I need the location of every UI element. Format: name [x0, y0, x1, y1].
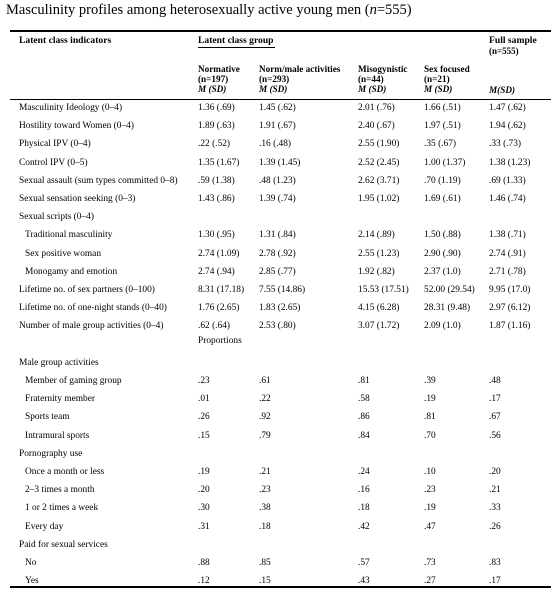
cell-value: 2.74 (.91)	[489, 248, 526, 259]
full-sample-stat: M(SD)	[489, 85, 516, 95]
cell-value: 1.47 (.62)	[489, 103, 526, 113]
cell-value: 7.55 (14.86)	[259, 285, 306, 295]
table-row	[0, 158, 559, 176]
title-text: Masculinity profiles among heterosexually active young men (	[6, 2, 370, 18]
cell-value: .81	[358, 376, 370, 386]
table-row	[0, 431, 559, 449]
table-row	[0, 503, 559, 521]
cell-value: .69 (1.33)	[489, 175, 526, 186]
row-label: Once a month or less	[25, 467, 105, 477]
cell-value: .43	[358, 576, 370, 587]
cell-value: 2.90 (.90)	[424, 248, 461, 259]
table-title	[6, 2, 412, 19]
cell-value: 2.55 (1.90)	[358, 139, 400, 150]
cell-value: 1.87 (1.16)	[489, 321, 531, 332]
table-row	[0, 212, 559, 230]
row-label: Every day	[25, 521, 64, 532]
cell-value: 2.14 (.89)	[358, 230, 395, 241]
cell-value: 9.95 (17.0)	[489, 285, 531, 295]
cell-value: 1.97 (.51)	[424, 121, 461, 132]
cell-value: 1.36 (.69)	[198, 103, 235, 113]
cell-value: .88	[198, 558, 210, 568]
row-label: Traditional masculinity	[25, 230, 113, 241]
group-header-misogynistic: Misogynistic (n=44) M (SD)	[358, 64, 408, 94]
cell-value: .15	[259, 576, 271, 587]
cell-value: .70 (1.19)	[424, 175, 461, 186]
header-indicators: Latent class indicators	[19, 35, 112, 46]
cell-value: 2.62 (3.71)	[358, 175, 400, 186]
row-label: 1 or 2 times a week	[25, 503, 99, 514]
cell-value: 1.95 (1.02)	[358, 194, 400, 204]
row-label: Male group activities	[19, 357, 99, 368]
table-row	[0, 194, 559, 212]
cell-value: .21	[489, 485, 501, 496]
cell-value: .19	[424, 394, 436, 405]
cell-value: .48	[489, 376, 501, 386]
cell-value: 1.91 (.67)	[259, 121, 296, 132]
cell-value: .20	[489, 467, 501, 477]
cell-value: 1.69 (.61)	[424, 194, 461, 204]
header-latent-class-group: Latent class group	[198, 35, 274, 46]
cell-value: .01	[198, 394, 210, 405]
row-label: Fraternity member	[25, 394, 96, 405]
table-row	[0, 103, 559, 121]
cell-value: 1.31 (.84)	[259, 230, 296, 241]
row-label: Yes	[25, 576, 39, 587]
cell-value: 1.30 (.95)	[198, 230, 235, 241]
proportions-note: Proportions	[198, 336, 242, 346]
cell-value: .18	[259, 521, 271, 532]
header-full-sample-n: (n=555)	[489, 46, 519, 56]
cell-value: 1.94 (.62)	[489, 121, 526, 132]
cell-value: .84	[358, 430, 370, 441]
table-row	[0, 249, 559, 267]
table-row	[0, 376, 559, 394]
cell-value: .10	[424, 467, 436, 477]
cell-value: 52.00 (29.54)	[424, 285, 475, 295]
cell-value: .33 (.73)	[489, 139, 522, 150]
table-row	[0, 558, 559, 576]
table-row	[0, 139, 559, 157]
cell-value: .81	[424, 412, 436, 423]
cell-value: 2.97 (6.12)	[489, 303, 531, 314]
cell-value: 2.37 (1.0)	[424, 266, 461, 277]
table-row	[0, 267, 559, 285]
row-label: Lifetime no. of sex partners (0–100)	[19, 285, 155, 295]
row-label: Sports team	[25, 412, 70, 423]
cell-value: .22 (.52)	[198, 139, 231, 150]
table-row	[0, 321, 559, 339]
table-row	[0, 176, 559, 194]
row-label: Sex positive woman	[25, 248, 102, 259]
cell-value: 1.39 (.74)	[259, 194, 296, 204]
table-row	[0, 485, 559, 503]
header-full-sample: Full sample	[489, 35, 537, 46]
cell-value: 4.15 (6.28)	[358, 303, 400, 314]
cell-value: 1.43 (.86)	[198, 194, 235, 204]
cell-value: .35 (.67)	[424, 139, 457, 150]
cell-value: .57	[358, 558, 370, 568]
cell-value: .59 (1.38)	[198, 175, 235, 186]
row-label: Physical IPV (0–4)	[19, 139, 91, 150]
cell-value: 1.38 (.71)	[489, 230, 526, 241]
cell-value: 28.31 (9.48)	[424, 303, 471, 314]
cell-value: .19	[424, 503, 436, 514]
cell-value: 1.83 (2.65)	[259, 303, 301, 314]
row-label: Control IPV (0–5)	[19, 157, 88, 168]
cell-value: 1.00 (1.37)	[424, 157, 466, 168]
cell-value: 2.55 (1.23)	[358, 248, 400, 259]
cell-value: 1.76 (2.65)	[198, 303, 240, 314]
cell-value: .61	[259, 376, 271, 386]
cell-value: 2.74 (.94)	[198, 266, 235, 277]
cell-value: .17	[489, 394, 501, 405]
table-row	[0, 230, 559, 248]
cell-value: .92	[259, 412, 271, 423]
row-label: Pornography use	[19, 448, 83, 459]
cell-value: .17	[489, 576, 501, 587]
cell-value: .18	[358, 503, 370, 514]
row-label: Sexual sensation seeking (0–3)	[19, 194, 136, 204]
cell-value: 1.39 (1.45)	[259, 157, 301, 168]
cell-value: .79	[259, 430, 271, 441]
cell-value: .48 (1.23)	[259, 175, 296, 186]
cell-value: 15.53 (17.51)	[358, 285, 409, 295]
cell-value: .70	[424, 430, 436, 441]
cell-value: .23	[259, 485, 271, 496]
cell-value: 1.50 (.88)	[424, 230, 461, 241]
cell-value: 2.78 (.92)	[259, 248, 296, 259]
cell-value: .39	[424, 376, 436, 386]
cell-value: 2.71 (.78)	[489, 266, 526, 277]
cell-value: .30	[198, 503, 210, 514]
row-label: Paid for sexual services	[19, 539, 108, 550]
table-row	[0, 394, 559, 412]
group-header-sex-focused: Sex focused (n=21) M (SD)	[424, 64, 470, 94]
cell-value: .86	[358, 412, 370, 423]
table-row	[0, 340, 559, 358]
group-underline	[198, 47, 275, 48]
cell-value: .26	[198, 412, 210, 423]
cell-value: .85	[259, 558, 271, 568]
cell-value: 8.31 (17.18)	[198, 285, 245, 295]
cell-value: 1.46 (.74)	[489, 194, 526, 204]
table-row	[0, 522, 559, 540]
cell-value: .23	[198, 376, 210, 386]
cell-value: 1.45 (.62)	[259, 103, 296, 113]
group-header-normative: Normative (n=197) M (SD)	[198, 64, 240, 94]
header-rule	[10, 99, 551, 100]
row-label: No	[25, 558, 37, 568]
cell-value: 1.38 (1.23)	[489, 157, 531, 168]
title-suffix: =555)	[376, 2, 412, 18]
cell-value: .38	[259, 503, 271, 514]
row-label: Sexual assault (sum types committed 0–8)	[19, 175, 178, 186]
cell-value: .21	[259, 467, 271, 477]
row-label: Sexual scripts (0–4)	[19, 212, 94, 223]
table-row	[0, 121, 559, 139]
table-row	[0, 412, 559, 430]
top-rule	[10, 30, 551, 32]
cell-value: 1.35 (1.67)	[198, 157, 240, 168]
cell-value: .26	[489, 521, 501, 532]
cell-value: .16	[358, 485, 370, 496]
cell-value: 2.52 (2.45)	[358, 157, 400, 168]
title-n: n	[369, 2, 377, 18]
row-label: Hostility toward Women (0–4)	[19, 121, 134, 132]
row-label: Number of male group activities (0–4)	[19, 321, 164, 332]
cell-value: .27	[424, 576, 436, 587]
cell-value: .62 (.64)	[198, 321, 231, 332]
row-label: Lifetime no. of one-night stands (0–40)	[19, 303, 167, 314]
cell-value: 1.92 (.82)	[358, 266, 395, 277]
cell-value: .83	[489, 558, 501, 568]
cell-value: 2.74 (1.09)	[198, 248, 240, 259]
row-label: Member of gaming group	[25, 376, 122, 386]
bottom-rule	[10, 586, 551, 588]
cell-value: 2.09 (1.0)	[424, 321, 461, 332]
cell-value: 2.40 (.67)	[358, 121, 395, 132]
cell-value: .19	[198, 467, 210, 477]
table-row	[0, 358, 559, 376]
row-label: 2–3 times a month	[25, 485, 95, 496]
cell-value: .31	[198, 521, 210, 532]
cell-value: .12	[198, 576, 210, 587]
cell-value: .33	[489, 503, 501, 514]
cell-value: 1.66 (.51)	[424, 103, 461, 113]
cell-value: .58	[358, 394, 370, 405]
cell-value: .67	[489, 412, 501, 423]
table-row	[0, 467, 559, 485]
table-row	[0, 285, 559, 303]
cell-value: .42	[358, 521, 370, 532]
cell-value: .22	[259, 394, 271, 405]
row-label: Intramural sports	[25, 430, 90, 441]
cell-value: 2.53 (.80)	[259, 321, 296, 332]
cell-value: .16 (.48)	[259, 139, 292, 150]
row-label: Masculinity Ideology (0–4)	[19, 103, 123, 113]
cell-value: .73	[424, 558, 436, 568]
cell-value: 1.89 (.63)	[198, 121, 235, 132]
cell-value: .20	[198, 485, 210, 496]
table-row	[0, 540, 559, 558]
cell-value: 2.01 (.76)	[358, 103, 395, 113]
group-header-norm-male-activities: Norm/male activities (n=293) M (SD)	[259, 64, 341, 94]
cell-value: .47	[424, 521, 436, 532]
cell-value: .56	[489, 430, 501, 441]
row-label: Monogamy and emotion	[25, 266, 118, 277]
cell-value: .24	[358, 467, 370, 477]
cell-value: 3.07 (1.72)	[358, 321, 400, 332]
cell-value: .15	[198, 430, 210, 441]
cell-value: 2.85 (.77)	[259, 266, 296, 277]
cell-value: .23	[424, 485, 436, 496]
table-row	[0, 449, 559, 467]
table-row	[0, 303, 559, 321]
